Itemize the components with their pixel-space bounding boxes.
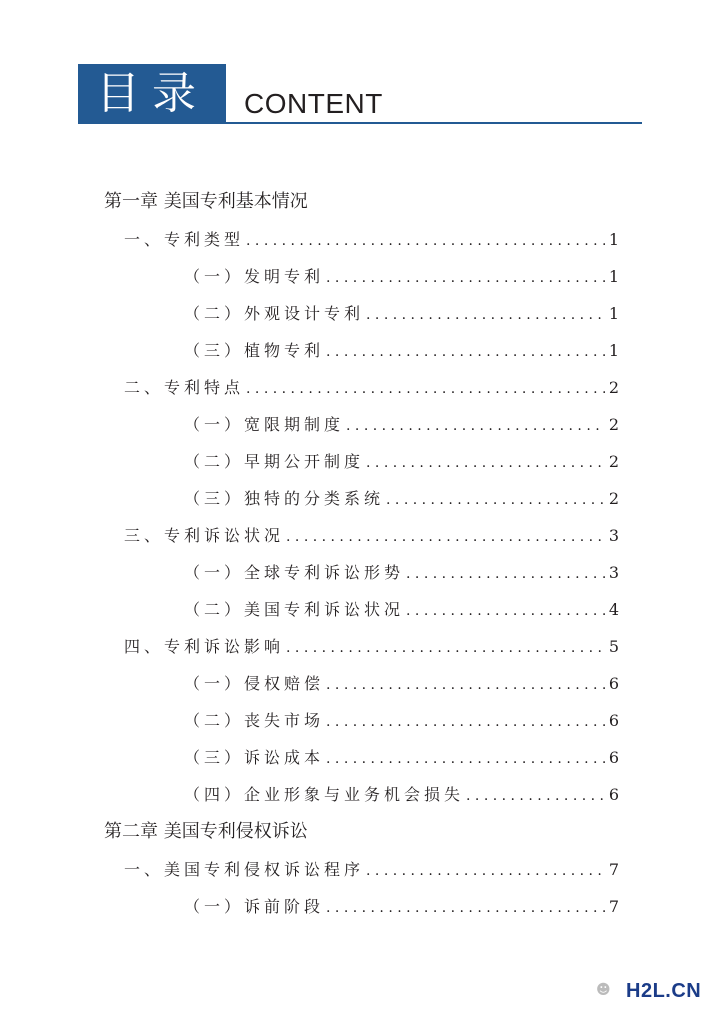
dot-leader — [406, 560, 605, 588]
toc-entry-1-2-3[interactable] — [184, 485, 619, 513]
dot-leader — [406, 597, 605, 625]
toc-entry-1-3-2[interactable] — [184, 596, 619, 624]
toc-entry-label: （一）诉前阶段 — [184, 897, 325, 916]
toc-entry-page: 6 — [608, 711, 619, 730]
toc-entry-1-1-1[interactable] — [184, 263, 619, 291]
toc-entry-label: （一）宽限期制度 — [184, 415, 345, 434]
toc-entry-label: （二）丧失市场 — [184, 711, 325, 730]
toc-entry-1-4[interactable] — [124, 633, 619, 661]
toc-entry-1-3-1[interactable] — [184, 559, 619, 587]
toc-entry-page: 2 — [608, 452, 619, 471]
toc-entry-page: 3 — [608, 563, 619, 582]
chapter-1-title: 第一章 美国专利基本情况 — [104, 191, 308, 212]
toc-entry-1-4-2[interactable] — [184, 707, 619, 735]
toc-entry-label: （一）全球专利诉讼形势 — [184, 563, 405, 582]
toc-entry-page: 1 — [608, 341, 619, 360]
toc-entry-page: 6 — [608, 674, 619, 693]
dot-leader — [326, 894, 605, 922]
dot-leader — [326, 708, 605, 736]
watermark — [596, 978, 716, 1006]
toc-entry-label: 四、专利诉讼影响 — [124, 637, 285, 656]
dot-leader — [326, 671, 605, 699]
dot-leader — [466, 782, 605, 810]
dot-leader — [326, 264, 605, 292]
dot-leader — [366, 301, 605, 329]
toc-entry-label: （一）发明专利 — [184, 267, 325, 286]
header-rule — [78, 122, 642, 124]
header-title-cn: 目录 — [96, 68, 208, 119]
toc-entry-label: （四）企业形象与业务机会损失 — [184, 785, 465, 804]
dot-leader — [246, 227, 605, 255]
toc-entry-1-2[interactable] — [124, 374, 619, 402]
toc-entry-1-1[interactable] — [124, 226, 619, 254]
toc-entry-label: （三）诉讼成本 — [184, 748, 325, 767]
toc-entry-1-1-3[interactable] — [184, 337, 619, 365]
toc-header — [78, 64, 642, 126]
toc-entry-label: （一）侵权赔偿 — [184, 674, 325, 693]
toc-entry-1-4-1[interactable] — [184, 670, 619, 698]
toc-entry-1-4-4[interactable] — [184, 781, 619, 809]
toc-entry-page: 2 — [608, 378, 619, 397]
toc-entry-page: 1 — [608, 267, 619, 286]
toc-entry-page: 2 — [608, 415, 619, 434]
toc-entry-2-1-1[interactable] — [184, 893, 619, 921]
wechat-icon: ☻ — [596, 982, 611, 998]
toc-entry-2-1[interactable] — [124, 856, 619, 884]
toc-entry-label: 三、专利诉讼状况 — [124, 526, 285, 545]
toc-entry-1-1-2[interactable] — [184, 300, 619, 328]
dot-leader — [346, 412, 605, 440]
toc-entry-page: 5 — [608, 637, 619, 656]
toc-entry-label: （二）美国专利诉讼状况 — [184, 600, 405, 619]
chapter-2-title: 第二章 美国专利侵权诉讼 — [104, 821, 308, 842]
toc-entry-page: 2 — [608, 489, 619, 508]
dot-leader — [286, 523, 605, 551]
toc-entry-label: （二）早期公开制度 — [184, 452, 365, 471]
toc-entry-label: （三）独特的分类系统 — [184, 489, 385, 508]
dot-leader — [366, 449, 605, 477]
toc-entry-page: 6 — [608, 748, 619, 767]
toc-entry-label: 一、美国专利侵权诉讼程序 — [124, 860, 365, 879]
toc-entry-1-4-3[interactable] — [184, 744, 619, 772]
toc-entry-1-2-1[interactable] — [184, 411, 619, 439]
toc-entry-label: （三）植物专利 — [184, 341, 325, 360]
toc-entry-page: 1 — [608, 304, 619, 323]
toc-entry-label: 二、专利特点 — [124, 378, 245, 397]
dot-leader — [326, 338, 605, 366]
toc-entry-page: 3 — [608, 526, 619, 545]
toc-entry-page: 4 — [608, 600, 619, 619]
dot-leader — [326, 745, 605, 773]
toc-entry-page: 7 — [608, 860, 619, 879]
toc-entry-page: 7 — [608, 897, 619, 916]
dot-leader — [286, 634, 605, 662]
watermark-text: H2L.CN — [626, 980, 702, 1002]
toc-entry-page: 6 — [608, 785, 619, 804]
dot-leader — [246, 375, 605, 403]
toc-entry-1-2-2[interactable] — [184, 448, 619, 476]
toc-entry-page: 1 — [608, 230, 619, 249]
dot-leader — [386, 486, 605, 514]
toc-entry-1-3[interactable] — [124, 522, 619, 550]
toc-entry-label: （二）外观设计专利 — [184, 304, 365, 323]
header-title-en: CONTENT — [244, 88, 383, 119]
toc-entry-label: 一、专利类型 — [124, 230, 245, 249]
dot-leader — [366, 857, 605, 885]
